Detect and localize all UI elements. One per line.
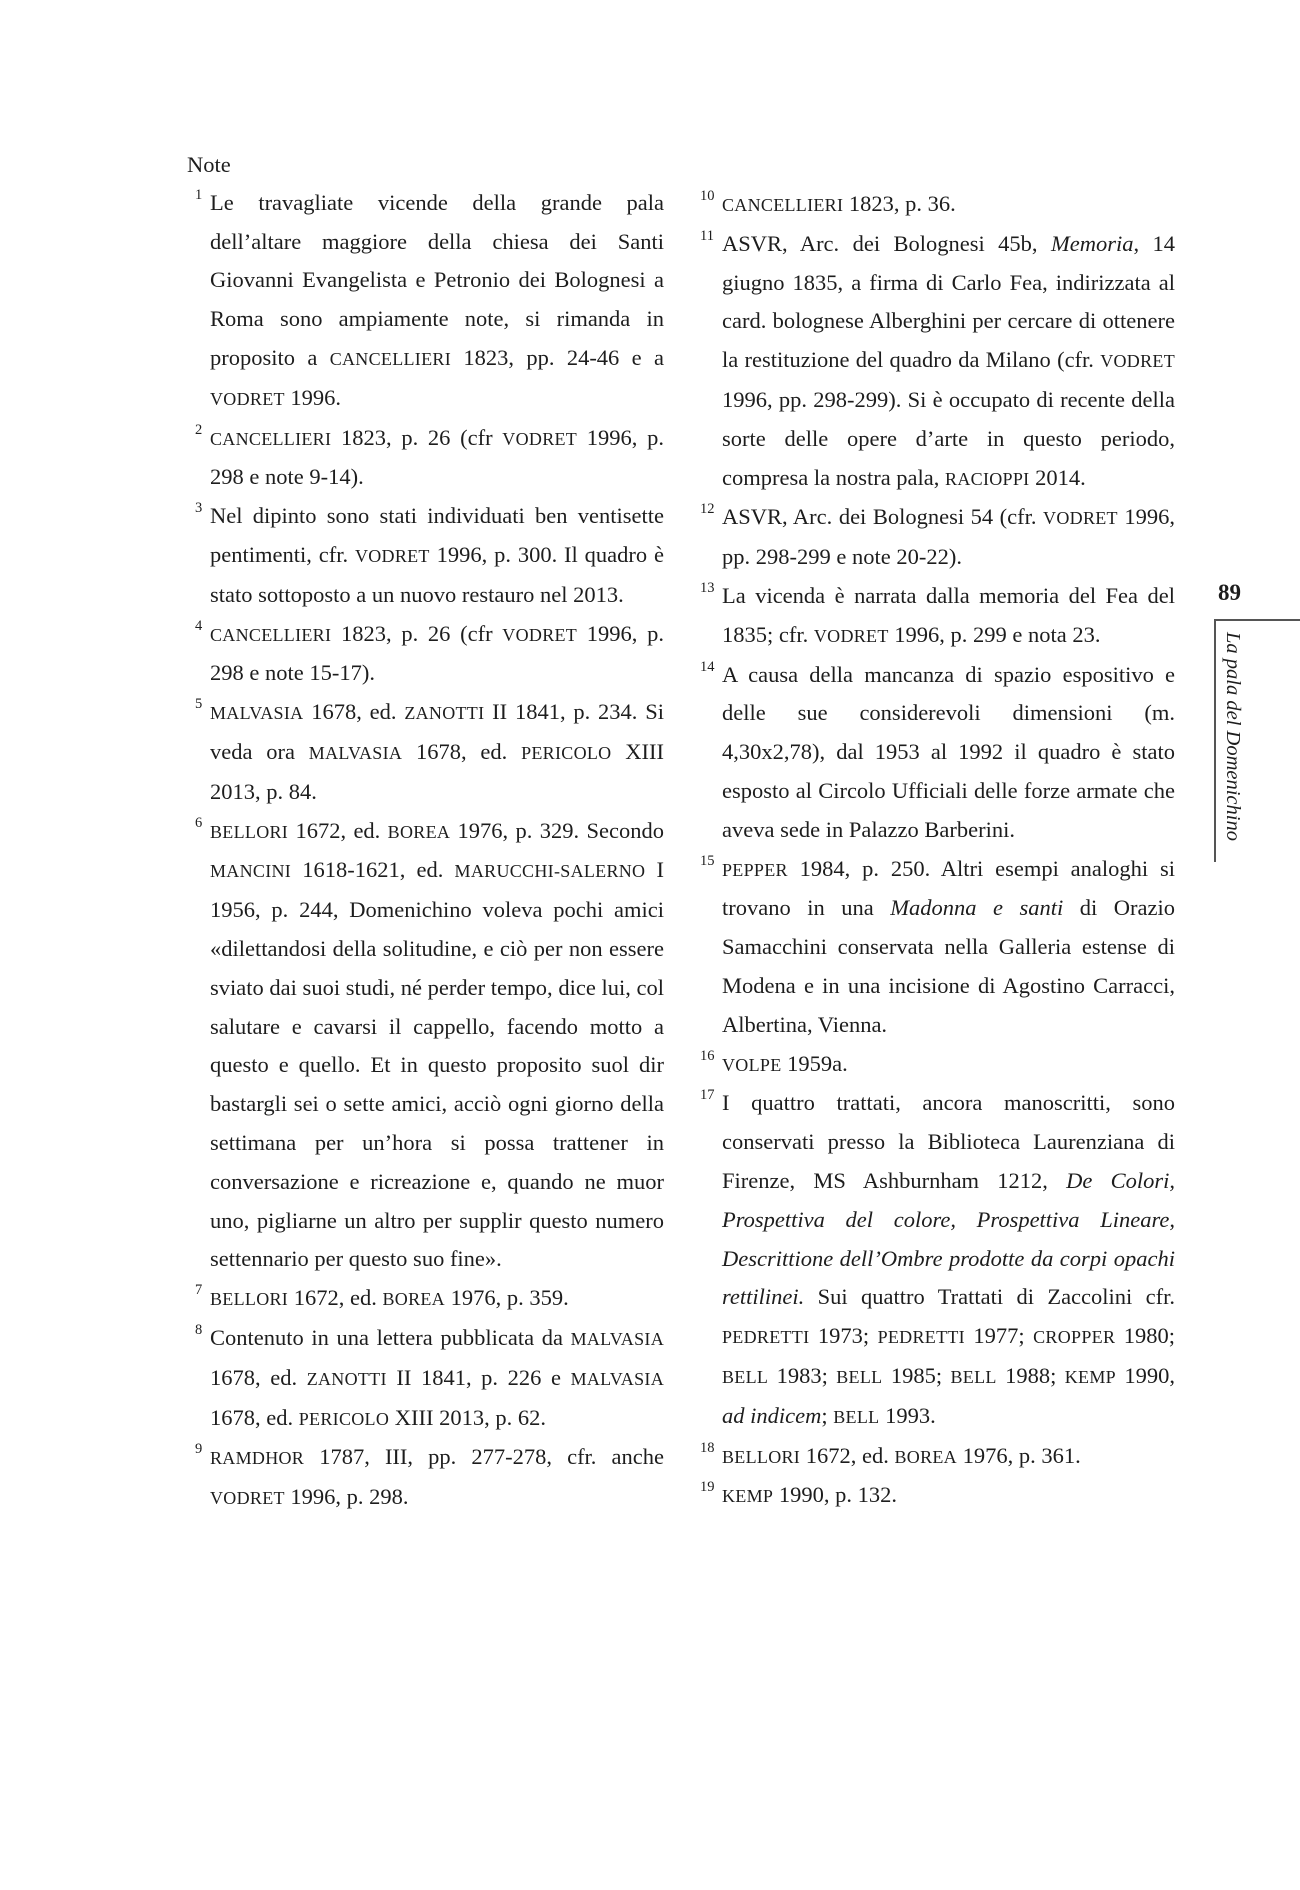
footnote-text: 1823, p. 36. (843, 191, 956, 216)
author-name: BELLORI (210, 821, 289, 842)
footnote-15 (700, 850, 1175, 1045)
footnote-number: 17 (700, 1087, 715, 1104)
footnote-3 (187, 497, 664, 614)
author-name: PEDRETTI (722, 1327, 810, 1348)
author-name: VOLPE (722, 1054, 782, 1075)
footnote-text: ASVR, Arc. dei Bolognesi 54 (cfr. (722, 504, 1044, 530)
title-italic: Memoria (1050, 230, 1134, 256)
footnote-text: XIII 2013, p. 62. (389, 1404, 547, 1430)
author-name: VODRET (502, 624, 578, 645)
footnote-text: 1672, ed. (800, 1442, 895, 1468)
footnote-text: 1996, p. 298. (284, 1484, 409, 1510)
title-italic: ad indicem (722, 1402, 822, 1428)
footnote-number: 3 (195, 500, 203, 517)
author-name: MARUCCHI-SALERNO (454, 861, 646, 882)
author-name: MALVASIA (210, 703, 304, 724)
footnote-text: di Orazio Samacchini conservata nella Galleria estense di Modena e in una incisione di Agostino Carracci, Albertina, Vienna. (722, 895, 1176, 1037)
footnote-text: 1973; (809, 1323, 878, 1349)
margin-vertical-rule (1214, 619, 1216, 862)
footnote-18 (700, 1437, 1175, 1477)
footnote-text: 1996. (284, 384, 342, 410)
footnote-text: 1823, pp. 24-46 e a (451, 344, 664, 370)
footnote-text: 1787, III, pp. 277-278, cfr. anche (304, 1444, 664, 1470)
notes-column-right (700, 185, 1175, 1516)
author-name: BOREA (894, 1446, 957, 1467)
footnote-text: Le travagliate vicende della grande pala dell’altare maggiore della chiesa dei Santi Giovanni Evangelista e Petronio dei Bolognesi a Roma sono ampiamente note, si rimanda in proposito a (210, 189, 664, 370)
author-name: CANCELLIERI (210, 624, 332, 645)
author-name: MANCINI (210, 861, 292, 882)
footnote-text: , 14 giugno 1835, a firma di Carlo Fea, indirizzata al card. bolognese Alberghini per cercare di ottenere la restituzione del quadro da Milano (cfr. (722, 230, 1176, 373)
footnote-1 (187, 184, 664, 419)
author-name: MALVASIA (570, 1368, 664, 1389)
footnote-text: A causa della mancanza di spazio espositivo e delle sue considerevoli dimensioni (m. 4,30x2,78), dal 1953 al 1992 il quadro è stato esposto al Circolo Ufficiali delle forze armate che aveva sede in Palazzo Barberini. (722, 661, 1175, 842)
footnote-number: 1 (195, 186, 203, 203)
footnote-number: 9 (195, 1441, 203, 1458)
author-name: ZANOTTI (404, 703, 485, 724)
footnote-text: I 1956, p. 244, Domenichino voleva pochi amici «dilettandosi della solitudine, e ciò per non essere sviato dai suoi studi, né perder tempo, dice lui, col salutare e cavarsi il cappello, facendo motto a questo e quello. Et in questo proposito suol dir bastargli sei o sette amici, acciò ogni giorno della settimana per un’hora si possa trattener in conversazione e ricreazione e, quando ne muor uno, pigliarne un altro per supplir questo numero settennario per questo suo fine». (210, 857, 665, 1272)
title-italic: De Colori, Prospettiva del colore, Prospettiva Lineare, Descrittione dell’Ombre prodotte da corpi opachi rettilinei. (722, 1167, 1175, 1310)
footnote-number: 18 (700, 1439, 715, 1456)
footnote-text: 1976, p. 361. (956, 1442, 1081, 1468)
footnote-text: 1996, p. 298 e note 15-17). (210, 620, 665, 686)
footnote-text: II 1841, p. 226 e (386, 1364, 571, 1390)
footnote-number: 10 (700, 188, 715, 204)
author-name: MALVASIA (308, 742, 403, 763)
running-title: La pala del Domenichino (1222, 632, 1244, 841)
author-name: RACIOPPI (945, 468, 1030, 489)
footnote-number: 8 (195, 1321, 203, 1338)
author-name: BELL (836, 1366, 883, 1387)
title-italic: Madonna e santi (890, 895, 1064, 921)
footnote-number: 16 (700, 1047, 715, 1064)
footnote-number: 4 (195, 617, 203, 634)
author-name: RAMDHOR (210, 1448, 305, 1469)
author-name: PEDRETTI (877, 1327, 965, 1348)
footnote-text: XIII 2013, p. 84. (210, 738, 664, 804)
footnote-text: 1993. (879, 1402, 936, 1428)
footnote-text: 1959a. (781, 1050, 848, 1076)
footnote-16 (700, 1045, 1175, 1085)
author-name: KEMP (1064, 1366, 1116, 1387)
footnote-text: 1990, p. 132. (773, 1482, 897, 1508)
footnote-11 (700, 225, 1175, 499)
footnote-19 (700, 1476, 1175, 1516)
footnote-6 (187, 812, 664, 1280)
footnote-7 (187, 1279, 664, 1319)
footnote-text: Contenuto in una lettera pubblicata da (210, 1324, 571, 1350)
author-name: CANCELLIERI (329, 348, 451, 369)
footnote-text: 1977; (964, 1323, 1034, 1349)
footnote-text: Nel dipinto sono stati individuati ben ventisette pentimenti, cfr. (210, 503, 664, 567)
footnote-17 (700, 1084, 1175, 1436)
author-name: BOREA (387, 821, 451, 842)
footnote-text: 1984, p. 250. Altri esempi analoghi si trovano in una (722, 855, 1175, 921)
footnote-12 (700, 498, 1175, 577)
footnote-13 (700, 577, 1175, 656)
footnote-number: 12 (700, 501, 715, 518)
author-name: VODRET (210, 388, 285, 409)
footnote-text: 1678, ed. (303, 699, 405, 725)
footnote-number: 15 (700, 852, 715, 869)
footnote-text: 1996, pp. 298-299). Si è occupato di recente della sorte delle opere d’arte in questo periodo, compresa la nostra pala, (722, 386, 1175, 490)
footnote-text: 1823, p. 26 (cfr (331, 424, 503, 450)
footnote-text: 1823, p. 26 (cfr (331, 620, 503, 646)
footnote-text: 1672, ed. (288, 817, 388, 843)
footnote-text: 1996, pp. 298-299 e note 20-22). (722, 504, 1176, 570)
footnote-number: 13 (700, 579, 715, 596)
footnote-number: 7 (195, 1282, 203, 1299)
footnote-text: 1996, p. 300. Il quadro è stato sottoposto a un nuovo restauro nel 2013. (210, 541, 664, 607)
footnote-number: 5 (195, 696, 203, 713)
footnote-text: 1672, ed. (288, 1285, 383, 1311)
footnote-text: 1618-1621, ed. (291, 857, 455, 883)
footnote-text: 1985; (882, 1362, 951, 1388)
footnote-number: 2 (195, 421, 203, 438)
footnote-10 (700, 185, 1175, 225)
footnote-text: 1678, ed. (210, 1404, 299, 1430)
author-name: VODRET (502, 428, 578, 449)
page-number: 89 (1218, 580, 1241, 605)
footnote-text: 1678, ed. (402, 738, 522, 764)
footnote-number: 19 (700, 1479, 715, 1496)
author-name: ZANOTTI (306, 1368, 387, 1389)
author-name: CANCELLIERI (210, 428, 332, 449)
footnote-14 (700, 656, 1175, 850)
footnote-4 (187, 615, 664, 694)
footnote-text: 1996, p. 298 e note 9-14). (210, 424, 665, 490)
footnote-text: 1988; (996, 1362, 1065, 1388)
margin-rule (1214, 619, 1300, 621)
author-name: CROPPER (1033, 1327, 1116, 1348)
footnote-text: 1976, p. 329. Secondo (450, 817, 664, 843)
footnote-number: 11 (700, 227, 714, 244)
author-name: VODRET (354, 545, 430, 566)
footnote-5 (187, 693, 664, 811)
author-name: PERICOLO (521, 742, 612, 763)
author-name: BELLORI (722, 1446, 801, 1467)
author-name: BOREA (382, 1289, 445, 1310)
footnote-text: ASVR, Arc. dei Bolognesi 45b, (722, 230, 1051, 256)
author-name: VODRET (813, 625, 889, 646)
footnote-text: La vicenda è narrata dalla memoria del Fea del 1835; cfr. (722, 582, 1175, 647)
footnote-text: 1990, (1115, 1362, 1175, 1388)
footnote-text: Sui quattro Trattati di Zaccolini cfr. (804, 1284, 1175, 1310)
footnote-text: ; (821, 1402, 834, 1428)
footnote-2 (187, 419, 664, 498)
notes-column-left (187, 145, 664, 1518)
footnote-number: 6 (195, 814, 203, 831)
footnote-text: II 1841, p. 234. Si veda ora (210, 699, 664, 764)
footnote-9 (187, 1438, 664, 1518)
author-name: VODRET (1100, 351, 1175, 372)
footnote-text: 2014. (1029, 464, 1086, 490)
footnote-text: 1980; (1115, 1323, 1175, 1349)
author-name: BELL (950, 1366, 997, 1387)
author-name: BELL (722, 1366, 769, 1387)
author-name: PEPPER (722, 859, 788, 880)
notes-heading: Note (187, 152, 231, 177)
author-name: BELLORI (210, 1289, 289, 1310)
footnote-text: 1976, p. 359. (444, 1285, 569, 1311)
footnote-text: 1996, p. 299 e nota 23. (888, 621, 1101, 647)
author-name: MALVASIA (570, 1328, 664, 1349)
author-name: BELL (833, 1406, 880, 1427)
footnote-8 (187, 1319, 664, 1438)
author-name: VODRET (1043, 508, 1118, 529)
footnote-number: 14 (700, 658, 715, 675)
author-name: KEMP (722, 1486, 774, 1507)
footnote-text: 1983; (768, 1362, 837, 1388)
author-name: PERICOLO (298, 1408, 390, 1429)
author-name: VODRET (210, 1488, 285, 1509)
footnote-text: I quattro trattati, ancora manoscritti, sono conservati presso la Biblioteca Laurenziana di Firenze, MS Ashburnham 1212, (722, 1090, 1175, 1193)
footnote-text: 1678, ed. (210, 1364, 307, 1390)
author-name: CANCELLIERI (722, 195, 844, 215)
